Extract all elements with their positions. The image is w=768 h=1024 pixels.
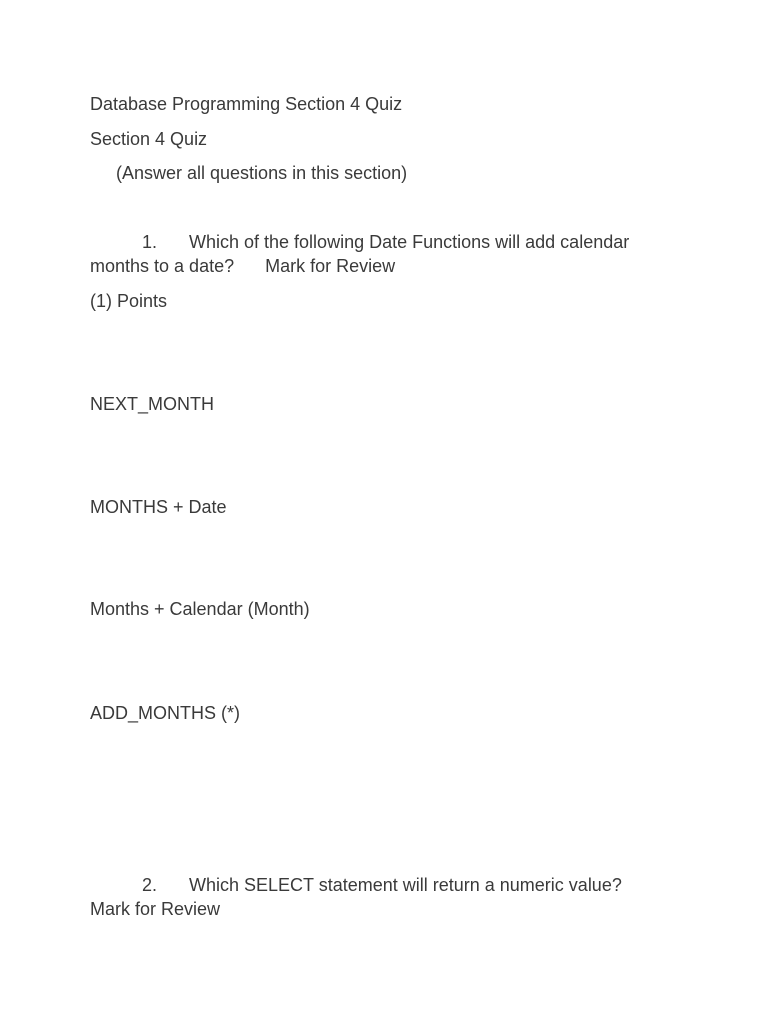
question-2-number: 2. [142, 875, 158, 895]
question-1-mark-for-review[interactable]: Mark for Review [265, 256, 396, 276]
question-1-points: (1) Points [90, 291, 168, 311]
document-title: Database Programming Section 4 Quiz [90, 94, 403, 114]
question-2-mark-for-review[interactable]: Mark for Review [90, 899, 221, 919]
section-heading: Section 4 Quiz [90, 129, 208, 149]
question-1-option-4[interactable]: ADD_MONTHS (*) [90, 703, 241, 723]
question-1-option-1[interactable]: NEXT_MONTH [90, 394, 215, 414]
question-1-option-3[interactable]: Months + Calendar (Month) [90, 599, 310, 619]
question-2-text: Which SELECT statement will return a numeric value? [189, 875, 622, 895]
question-1-line-1 [90, 230, 629, 254]
question-1-line-2 [90, 254, 395, 278]
question-1-text: Which of the following Date Functions will add calendar [189, 232, 630, 252]
question-2-line-1 [90, 873, 622, 897]
question-1-number: 1. [142, 232, 158, 252]
question-1-option-2[interactable]: MONTHS + Date [90, 497, 227, 517]
question-1-text-cont: months to a date? [90, 256, 235, 276]
section-instructions: (Answer all questions in this section) [116, 163, 408, 183]
